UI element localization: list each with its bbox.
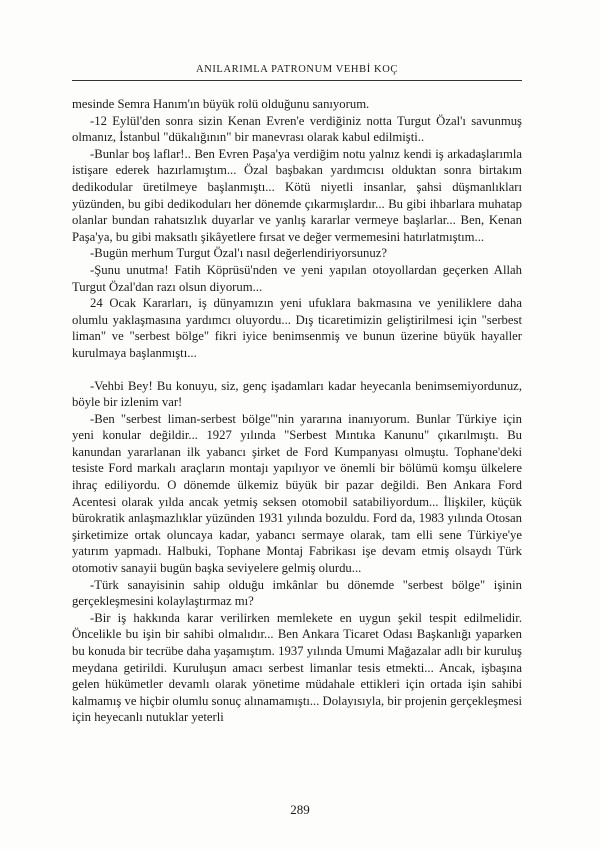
section-gap bbox=[72, 362, 522, 378]
running-header: ANILARIMLA PATRONUM VEHBİ KOÇ bbox=[195, 64, 399, 75]
page-number: 289 bbox=[290, 802, 310, 817]
paragraph: -Şunu unutma! Fatih Köprüsü'nden ve yeni yapılan otoyollardan geçerken Allah Turgut Özal'dan razı olsun diyorum... bbox=[72, 262, 522, 294]
paragraph: -Vehbi Bey! Bu konuyu, siz, genç işadamları kadar heyecanla benimsemiyordunuz, böyle bir izlenim var! bbox=[72, 378, 522, 410]
paragraph: -Türk sanayisinin sahip olduğu imkânlar bu dönemde "serbest bölge" işinin gerçekleşmesini kolaylaştırmaz mı? bbox=[72, 577, 522, 609]
paragraph: -Bugün merhum Turgut Özal'ı nasıl değerlendiriyorsunuz? bbox=[90, 246, 387, 261]
page-body bbox=[72, 96, 522, 726]
paragraph: 24 Ocak Kararları, iş dünyamızın yeni ufuklara bakmasına ve yeniliklere daha olumlu yaklaşmasına yardımcı oluyordu... Dış ticaretimizin geliştirilmesi için "serbest liman" ve "serbest bölge" fikri iyice benimsenmiş ve bunun üzerine büyük hayaller kurulmaya başlanmıştı... bbox=[72, 296, 522, 360]
paragraph: -Ben "serbest liman-serbest bölge"'nin yararına inanıyorum. Bunlar Türkiye için yeni konular değildir... 1927 yılında "Serbest Mıntıka Kanunu" çıkarılmıştı. Bu kanundan yararlanan ilk yabancı şirket de Ford Kumpanyası olmuştu. Tophane'deki tesiste Ford markalı araçların montajı yapılıyor ve önemli bir bölümü komşu ülkelere ihraç ediliyordu. O dönemde ülkemiz büyük bir pazar değildi. Ben Ankara Ford Acentesi olarak yılda ancak yetmiş seksen otomobil satabiliyordum... İlişkiler, küçük bürokratik anlaşmazlıklar yüzünden 1931 yılında bozuldu. Ford da, 1983 yılında Otosan şirketimize ortak oluncaya kadar, yabancı sermaye olarak, tam elli sene Türkiye'ye yatırım yapmadı. Halbuki, Tophane Montaj Fabrikası işe devam etmiş olsaydı Türk otomotiv sanayii bugün başka seviyelere gelmiş olurdu... bbox=[72, 411, 522, 576]
header-rule bbox=[72, 80, 522, 81]
paragraph: -12 Eylül'den sonra sizin Kenan Evren'e verdiğiniz notta Turgut Özal'ı savunmuş olmanız, İstanbul "dükalığının" bir manevrası olarak kabul edilmişti.. bbox=[72, 113, 522, 145]
paragraph: -Bunlar boş laflar!.. Ben Evren Paşa'ya verdiğim notu yalnız kendi iş arkadaşlarımla istişare ederek hazırlamıştım... Özal başbakan yardımcısı olduktan sonra birtakım dedikodular üretilmeye başlanmıştı... Kötü niyetli insanlar, şahsi düşmanlıkları yüzünden, bu gibi dedikoduları her dönemde çıkarmışlardır... Bu gibi ihbarlara muhatap olanlar bundan rahatsızlık duyarlar ve yanlış kararlar vermeye başlarlar... Ben, Kenan Paşa'ya, bu gibi maksatlı şikâyetlere fırsat ve değer vermemesini hatırlatmıştım... bbox=[72, 146, 522, 244]
paragraph: -Bir iş hakkında karar verilirken memlekete en uygun şekil tespit edilmelidir. Öncelikle bu işin bir sahibi olmalıdır... Ben Ankara Ticaret Odası Başkanlığı yaparken bu konuda bir tecrübe daha yaşamıştım. 1937 yılında Umumi Mağazalar adlı bir kuruluş meydana getirildi. Kuruluşun amacı serbest limanlar tesis etmekti... Ancak, işbaşına gelen hükümetler devamlı olarak yönetime müdahale ettikleri için ortada işin sahibi kalmamış ve hiçbir olumlu sonuç alınamamıştı... Dolayısıyla, bir projenin gerçekleşmesi için heyecanlı nutuklar yeterli bbox=[72, 610, 522, 725]
paragraph: mesinde Semra Hanım'ın büyük rolü olduğunu sanıyorum. bbox=[72, 97, 370, 111]
